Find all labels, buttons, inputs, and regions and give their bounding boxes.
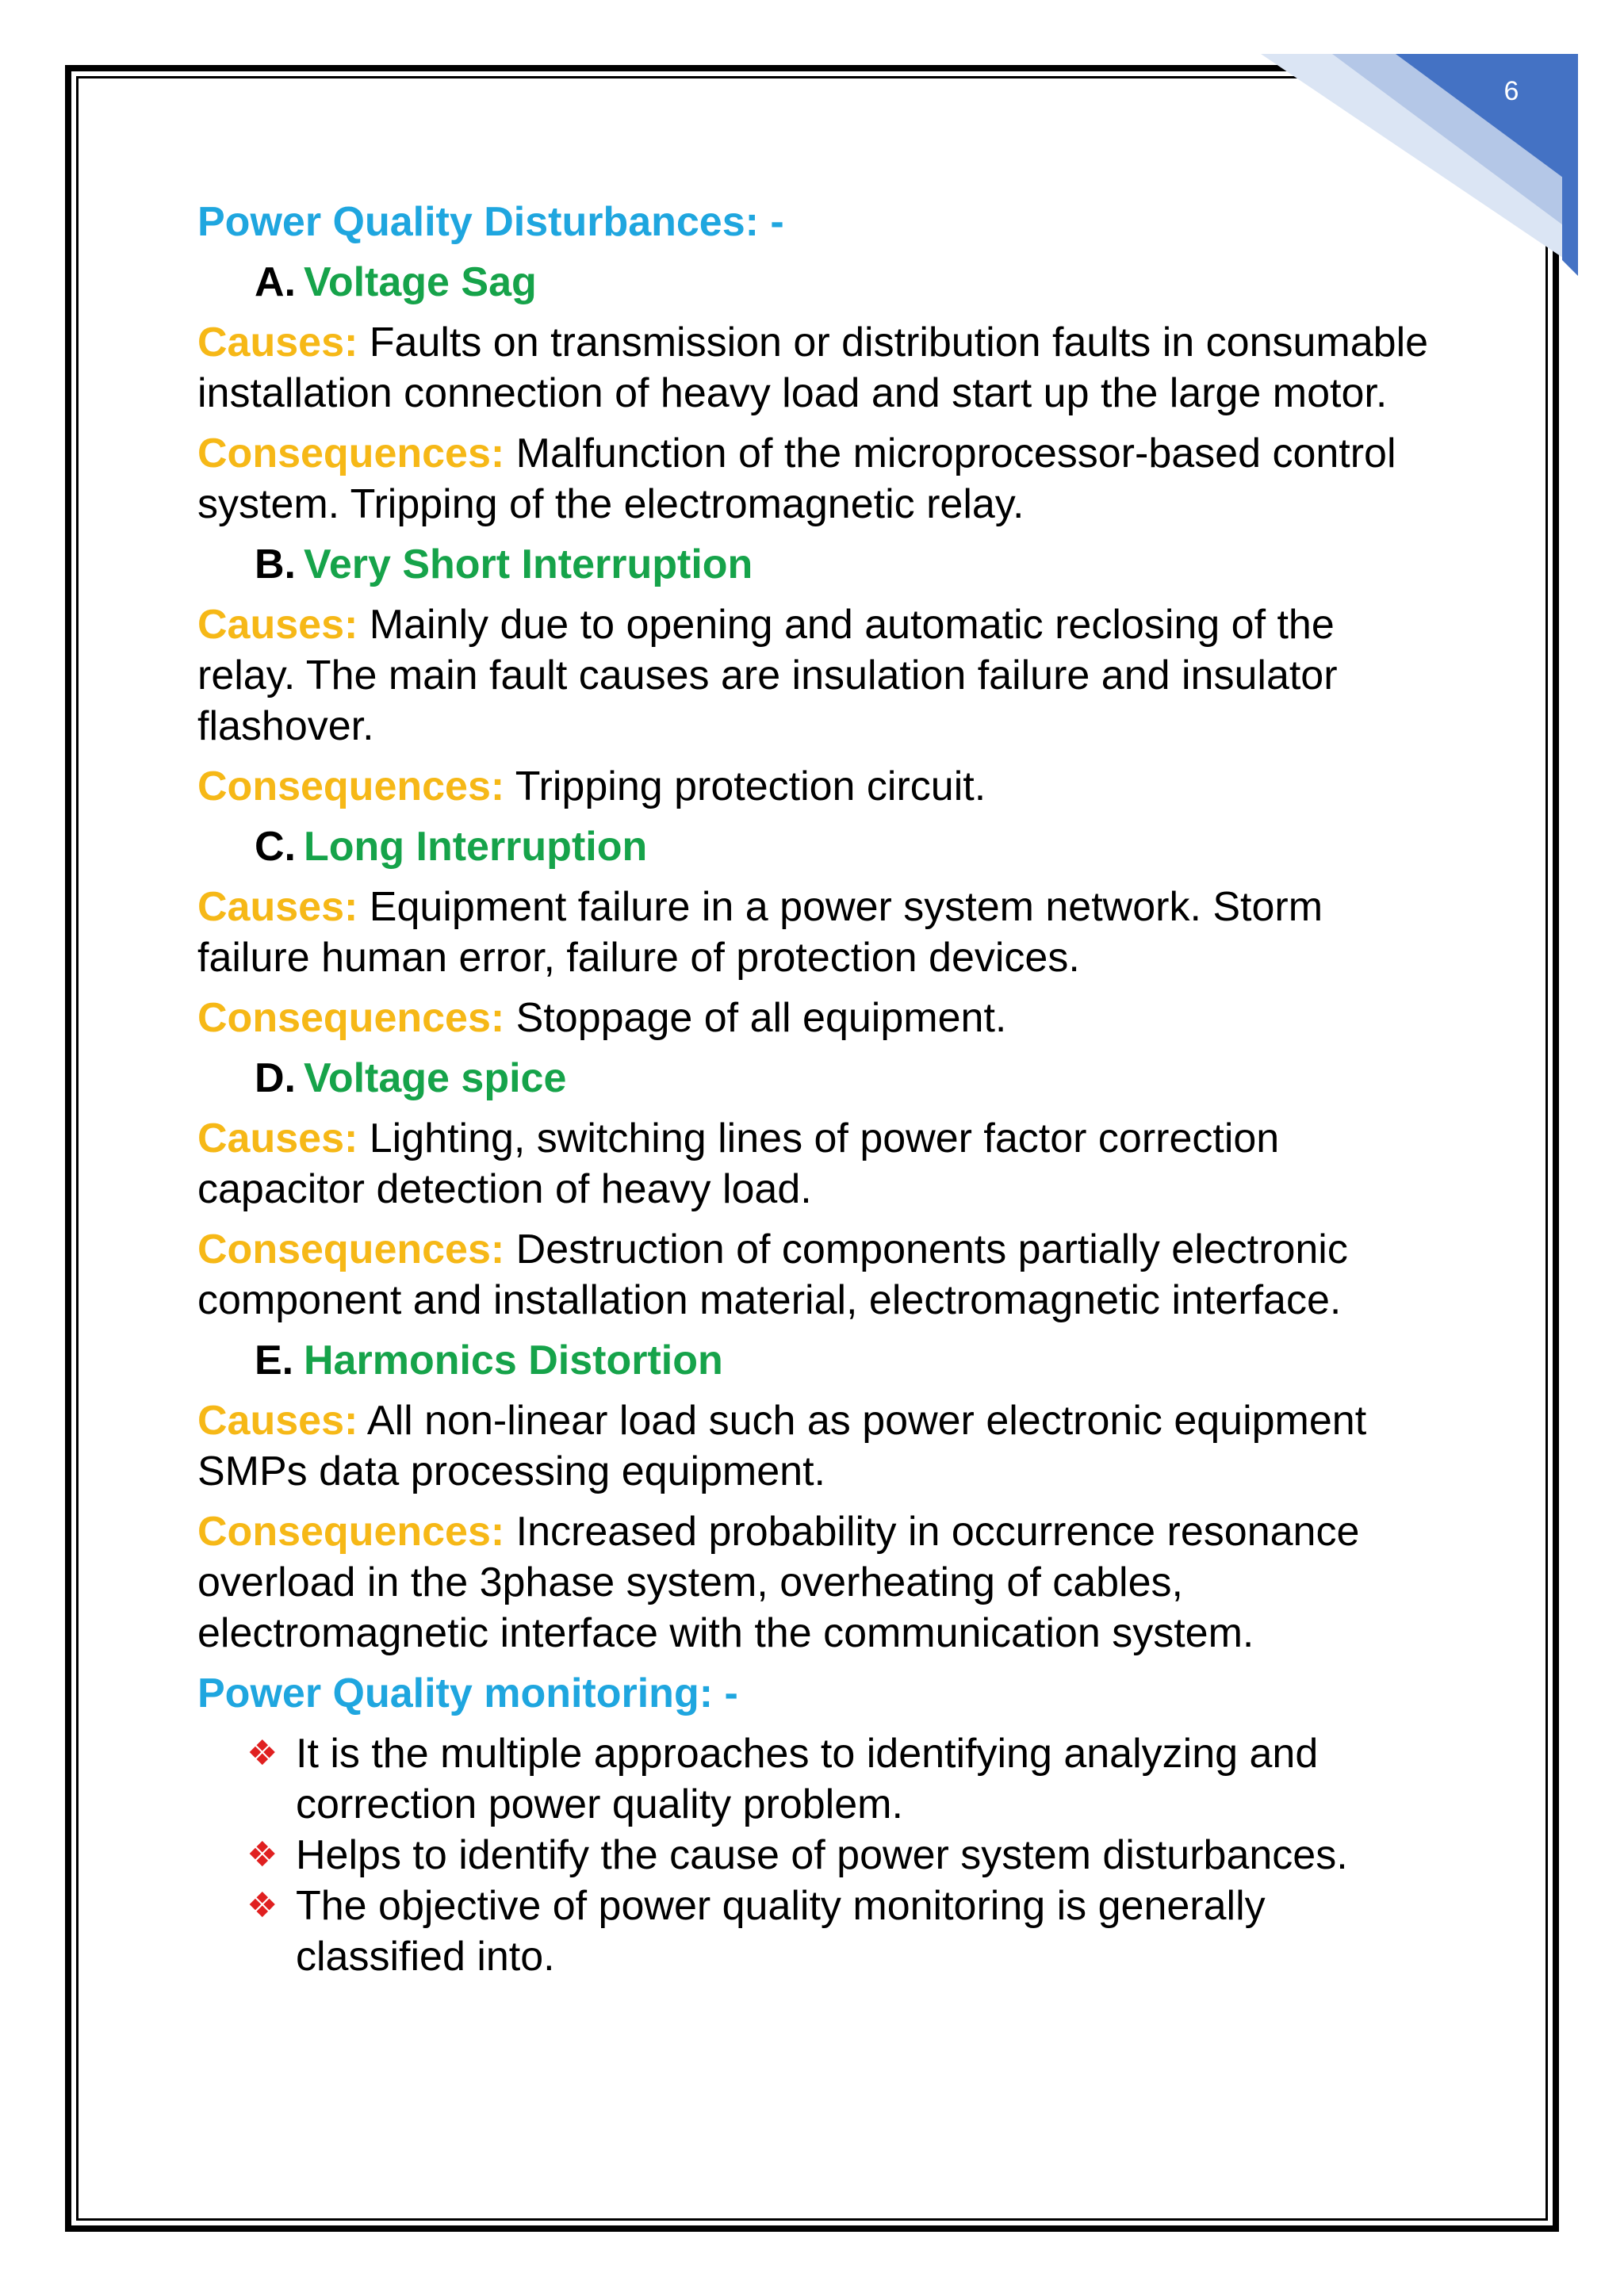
subheading-title: Very Short Interruption	[304, 541, 753, 587]
consequences-text: Malfunction of the microprocessor-based control system. Tripping of the electromagnetic relay.	[197, 430, 1396, 527]
subheading-title: Voltage spice	[304, 1055, 567, 1101]
causes-paragraph	[197, 1113, 1434, 1215]
causes-label: Causes:	[197, 884, 358, 930]
consequences-paragraph	[197, 1224, 1434, 1326]
section-heading-monitoring: Power Quality monitoring: -	[197, 1670, 738, 1716]
diamond-quad-icon: ❖	[247, 1835, 278, 1874]
subheading-title: Voltage Sag	[304, 259, 537, 305]
corner-edge-strip	[1562, 54, 1578, 276]
causes-text: All non-linear load such as power electronic equipment SMPs data processing equipment.	[197, 1398, 1367, 1494]
causes-paragraph	[197, 882, 1434, 983]
consequences-label: Consequences:	[197, 763, 505, 809]
section-heading-disturbances: Power Quality Disturbances: -	[197, 199, 784, 245]
subheading-letter: D.	[255, 1055, 296, 1101]
consequences-text: Destruction of components partially electronic component and installation material, electromagnetic interface.	[197, 1226, 1348, 1323]
page-number: 6	[1503, 76, 1519, 106]
causes-label: Causes:	[197, 320, 358, 365]
subheading-voltage-sag	[197, 257, 1434, 308]
subheading-letter: E.	[255, 1337, 294, 1383]
list-item-text: Helps to identify the cause of power system disturbances.	[296, 1832, 1348, 1878]
causes-text: Lighting, switching lines of power factor correction capacitor detection of heavy load.	[197, 1115, 1280, 1212]
consequences-paragraph	[197, 761, 1434, 812]
diamond-quad-icon: ❖	[247, 1734, 278, 1773]
subheading-harmonics-distortion	[197, 1335, 1434, 1386]
causes-text: Mainly due to opening and automatic reclosing of the relay. The main fault causes are insulation failure and insulator flashover.	[197, 602, 1338, 749]
consequences-label: Consequences:	[197, 1509, 505, 1555]
list-item-text: The objective of power quality monitoring is generally classified into.	[296, 1883, 1266, 1980]
diamond-quad-icon: ❖	[247, 1886, 278, 1925]
consequences-text: Stoppage of all equipment.	[504, 995, 1007, 1041]
subheading-letter: A.	[255, 259, 296, 305]
document-body	[197, 197, 1434, 1982]
consequences-paragraph	[197, 1506, 1434, 1659]
consequences-paragraph	[197, 993, 1434, 1043]
subheading-letter: C.	[255, 824, 296, 870]
subheading-title: Long Interruption	[304, 824, 648, 870]
causes-label: Causes:	[197, 1398, 358, 1444]
causes-text: Faults on transmission or distribution faults in consumable installation connection of heavy load and start up the large motor.	[197, 320, 1429, 416]
consequences-label: Consequences:	[197, 430, 505, 476]
list-item	[197, 1728, 1434, 1830]
monitoring-bullet-list	[197, 1728, 1434, 1982]
consequences-text: Tripping protection circuit.	[504, 763, 986, 809]
subheading-title: Harmonics Distortion	[304, 1337, 723, 1383]
subheading-letter: B.	[255, 541, 296, 587]
causes-paragraph	[197, 317, 1434, 419]
causes-paragraph	[197, 599, 1434, 752]
list-item-text: It is the multiple approaches to identifying analyzing and correction power quality problem.	[296, 1731, 1319, 1827]
causes-paragraph	[197, 1395, 1434, 1497]
subheading-long-interruption	[197, 821, 1434, 872]
causes-text: Equipment failure in a power system network. Storm failure human error, failure of protection devices.	[197, 884, 1323, 981]
list-item	[197, 1830, 1434, 1881]
subheading-voltage-spice	[197, 1053, 1434, 1104]
list-item	[197, 1881, 1434, 1982]
subheading-very-short-interruption	[197, 539, 1434, 590]
consequences-paragraph	[197, 428, 1434, 530]
causes-label: Causes:	[197, 602, 358, 648]
consequences-text: Increased probability in occurrence resonance overload in the 3phase system, overheating of cables, electromagnetic interface with the communication system.	[197, 1509, 1360, 1656]
causes-label: Causes:	[197, 1115, 358, 1161]
consequences-label: Consequences:	[197, 995, 505, 1041]
consequences-label: Consequences:	[197, 1226, 505, 1272]
